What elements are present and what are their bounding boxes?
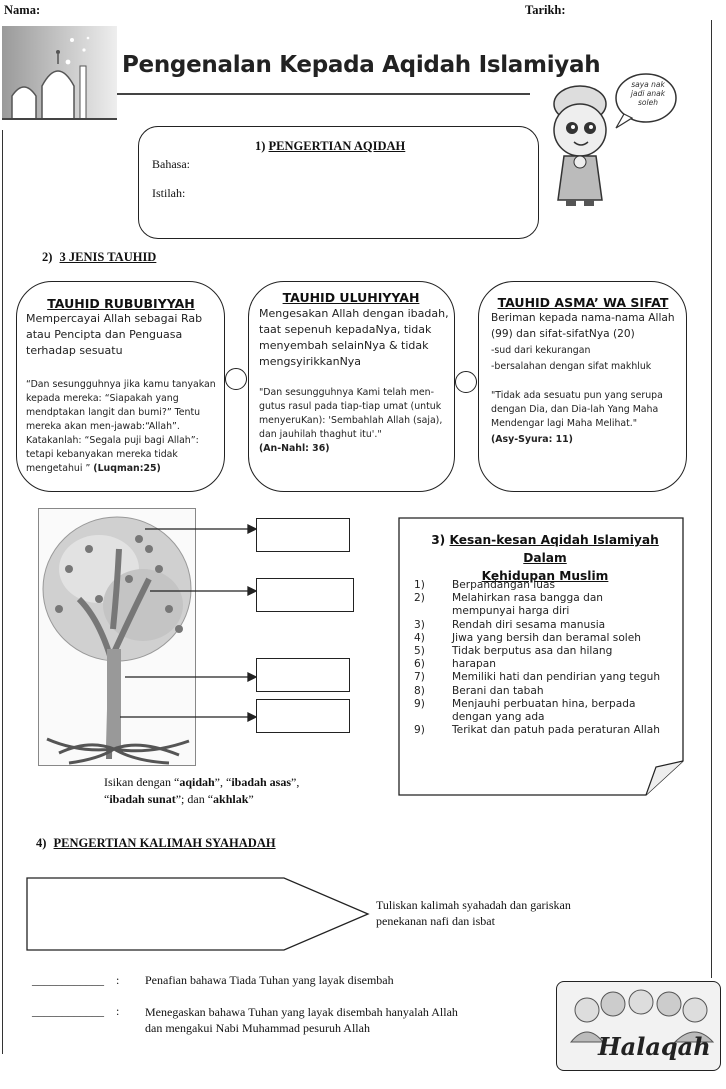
list-item-text: Berpandangan luas bbox=[452, 579, 555, 591]
instruction-line-2: penekanan nafi dan isbat bbox=[376, 914, 495, 928]
nafi-definition: Penafian bahawa Tiada Tuhan yang layak disembah bbox=[145, 973, 394, 987]
list-item bbox=[414, 670, 679, 684]
uluhiyyah-quote: "Dan sesungguhnya Kami telah men-gutus rasul pada tiap-tiap umat (untuk menyeruKan): 'Sembahlah Allah (saja), dan jauhilah thaghut itu'." bbox=[259, 387, 443, 440]
speech-bubble-text: saya nak jadi anak soleh bbox=[630, 80, 666, 107]
list-item-number: 7) bbox=[414, 671, 425, 684]
halaqah-logo-text: Halaqah bbox=[598, 1032, 711, 1061]
list-item bbox=[414, 710, 679, 724]
caption-akhlak: akhlak bbox=[213, 792, 249, 806]
list-item-text: Jiwa yang bersih dan beramal soleh bbox=[452, 631, 641, 644]
isbat-definition-line-1: Menegaskan bahawa Tuhan yang layak disembah hanyalah Allah bbox=[145, 1005, 458, 1019]
section3-title-1: Kesan-kesan Aqidah Islamiyah Dalam bbox=[449, 533, 659, 565]
instruction-line-1: Tuliskan kalimah syahadah dan gariskan bbox=[376, 898, 571, 912]
section2-number: 2) bbox=[42, 250, 53, 264]
rububiyyah-quote-text: “Dan sesungguhnya jika kamu tanyakan kepada mereka: “Siapakah yang mendptakan langit dan bumi?” Tentu mereka akan men-jawab:“Allah”. Katakanlah: “Segala puji bagi Allah”: tetapi kebanyakan mereka tidak mengetahui ” bbox=[26, 379, 216, 474]
caption-text: “ bbox=[104, 792, 110, 806]
left-frame-line bbox=[2, 130, 3, 1054]
list-item-number: 1) bbox=[414, 579, 425, 591]
tree-caption-line1 bbox=[104, 774, 299, 791]
rububiyyah-ref: (Luqman:25) bbox=[93, 463, 161, 474]
section1-heading bbox=[255, 139, 405, 154]
uluhiyyah-ref: (An-Nahl: 36) bbox=[259, 443, 330, 454]
asma-ref: (Asy-Syura: 11) bbox=[491, 434, 573, 445]
isbat-definition bbox=[145, 1004, 458, 1036]
right-frame-line bbox=[711, 20, 712, 978]
caption-aqidah: aqidah bbox=[179, 775, 215, 789]
rububiyyah-quote bbox=[26, 378, 220, 476]
list-item bbox=[414, 697, 679, 711]
section2-heading bbox=[42, 250, 156, 265]
nafi-colon: : bbox=[116, 973, 120, 987]
section3-number: 3) bbox=[431, 533, 446, 547]
list-item-number: 9) bbox=[414, 724, 425, 737]
tree-caption-line2 bbox=[104, 791, 299, 808]
list-item-number: 4) bbox=[414, 631, 425, 644]
caption-text: ”, bbox=[291, 775, 300, 789]
nafi-blank[interactable]: ____________ bbox=[32, 973, 104, 987]
caption-text: ” bbox=[248, 792, 254, 806]
list-item-number: 6) bbox=[414, 658, 425, 671]
tree-caption bbox=[104, 774, 299, 808]
list-item-text: Melahirkan rasa bangga dan bbox=[452, 592, 604, 605]
list-item bbox=[414, 723, 679, 737]
tree-illustration bbox=[38, 508, 196, 766]
list-item-text: Rendah diri sesama manusia bbox=[452, 618, 606, 631]
asma-desc: Beriman kepada nama-nama Allah (99) dan sifat-sifatNya (20) bbox=[491, 312, 675, 340]
list-item bbox=[414, 578, 679, 592]
list-item bbox=[414, 631, 679, 645]
tarikh-label: Tarikh: bbox=[525, 3, 566, 17]
mosque-banner-graphic bbox=[2, 26, 117, 120]
tree-answer-box-1[interactable] bbox=[256, 518, 350, 552]
list-item-number: 9) bbox=[414, 697, 425, 710]
isbat-definition-line-2: dan mengakui Nabi Muhammad pesuruh Allah bbox=[145, 1021, 370, 1035]
caption-text: ”, “ bbox=[214, 775, 232, 789]
connector-circle-right bbox=[455, 371, 477, 393]
asma-title: TAUHID ASMA’ WA SIFAT bbox=[497, 295, 669, 310]
section1-title: PENGERTIAN AQIDAH bbox=[268, 139, 406, 153]
section4-number: 4) bbox=[36, 836, 47, 850]
list-item-number: 5) bbox=[414, 645, 425, 657]
connector-circle-left bbox=[225, 368, 247, 390]
syahadah-answer-arrow-box[interactable] bbox=[26, 876, 372, 952]
nama-label: Nama: bbox=[4, 3, 41, 17]
kesan-list bbox=[414, 578, 679, 758]
tree-answer-box-3[interactable] bbox=[256, 658, 350, 692]
list-item-number: 3) bbox=[414, 618, 425, 631]
list-item bbox=[414, 618, 679, 632]
caption-ibadah-sunat: ibadah sunat bbox=[109, 792, 176, 806]
caption-text: ”; dan “ bbox=[175, 792, 214, 806]
asma-desc-2: -sud dari kekurangan bbox=[491, 345, 591, 356]
list-item bbox=[414, 644, 679, 658]
rububiyyah-desc: Mempercayai Allah sebagai Rab atau Pencipta dan Penguasa terhadap sesuatu bbox=[26, 312, 203, 357]
uluhiyyah-title: TAUHID ULUHIYYAH bbox=[282, 290, 420, 305]
tree-answer-box-2[interactable] bbox=[256, 578, 354, 612]
section1-number: 1) bbox=[255, 139, 266, 153]
section4-heading bbox=[36, 836, 276, 851]
list-item-text: Menjauhi perbuatan hina, berpada bbox=[452, 697, 636, 710]
asma-desc-3: -bersalahan dengan sifat makhluk bbox=[491, 361, 652, 372]
uluhiyyah-desc: Mengesakan Allah dengan ibadah, taat sepenuh kepadaNya, tidak menyembah selainNya & tidak mengsyirikkanNya bbox=[259, 307, 449, 368]
list-item-number: 8) bbox=[414, 684, 425, 697]
rububiyyah-title: TAUHID RUBUBIYYAH bbox=[47, 296, 195, 311]
list-item bbox=[414, 591, 679, 605]
section3-heading-line1 bbox=[420, 531, 670, 567]
caption-text: Isikan dengan “ bbox=[104, 775, 180, 789]
list-item-number: 2) bbox=[414, 592, 425, 605]
tree-answer-box-4[interactable] bbox=[256, 699, 350, 733]
isbat-blank[interactable]: ____________ bbox=[32, 1004, 104, 1018]
list-item bbox=[414, 604, 679, 618]
section3-heading bbox=[420, 531, 670, 585]
isbat-colon: : bbox=[116, 1004, 120, 1018]
list-item bbox=[414, 657, 679, 671]
list-item bbox=[414, 684, 679, 698]
syahadah-instruction bbox=[376, 897, 571, 929]
bahasa-label: Bahasa: bbox=[152, 157, 190, 171]
list-item-text: Berani dan tabah bbox=[452, 684, 544, 697]
section4-title: PENGERTIAN KALIMAH SYAHADAH bbox=[53, 836, 276, 850]
section2-title: 3 JENIS TAUHID bbox=[59, 250, 157, 264]
list-item-text: Memiliki hati dan pendirian yang teguh bbox=[452, 671, 661, 684]
page-title: Pengenalan Kepada Aqidah Islamiyah bbox=[122, 52, 601, 78]
caption-ibadah-asas: ibadah asas bbox=[231, 775, 292, 789]
list-item-text: mempunyai harga diri bbox=[452, 605, 570, 618]
istilah-label: Istilah: bbox=[152, 186, 186, 200]
asma-quote: "Tidak ada sesuatu pun yang serupa dengan Dia, dan Dia-lah Yang Maha Mendengar lagi Maha Melihat." bbox=[491, 390, 663, 429]
list-item-text: harapan bbox=[452, 658, 496, 671]
title-underline bbox=[117, 93, 530, 95]
list-item-text: Tidak berputus asa dan hilang bbox=[452, 645, 613, 657]
section3-title-2: Kehidupan Muslim bbox=[481, 569, 609, 583]
list-item-text: dengan yang ada bbox=[452, 711, 545, 723]
list-item-text: Terikat dan patuh pada peraturan Allah bbox=[452, 724, 660, 737]
